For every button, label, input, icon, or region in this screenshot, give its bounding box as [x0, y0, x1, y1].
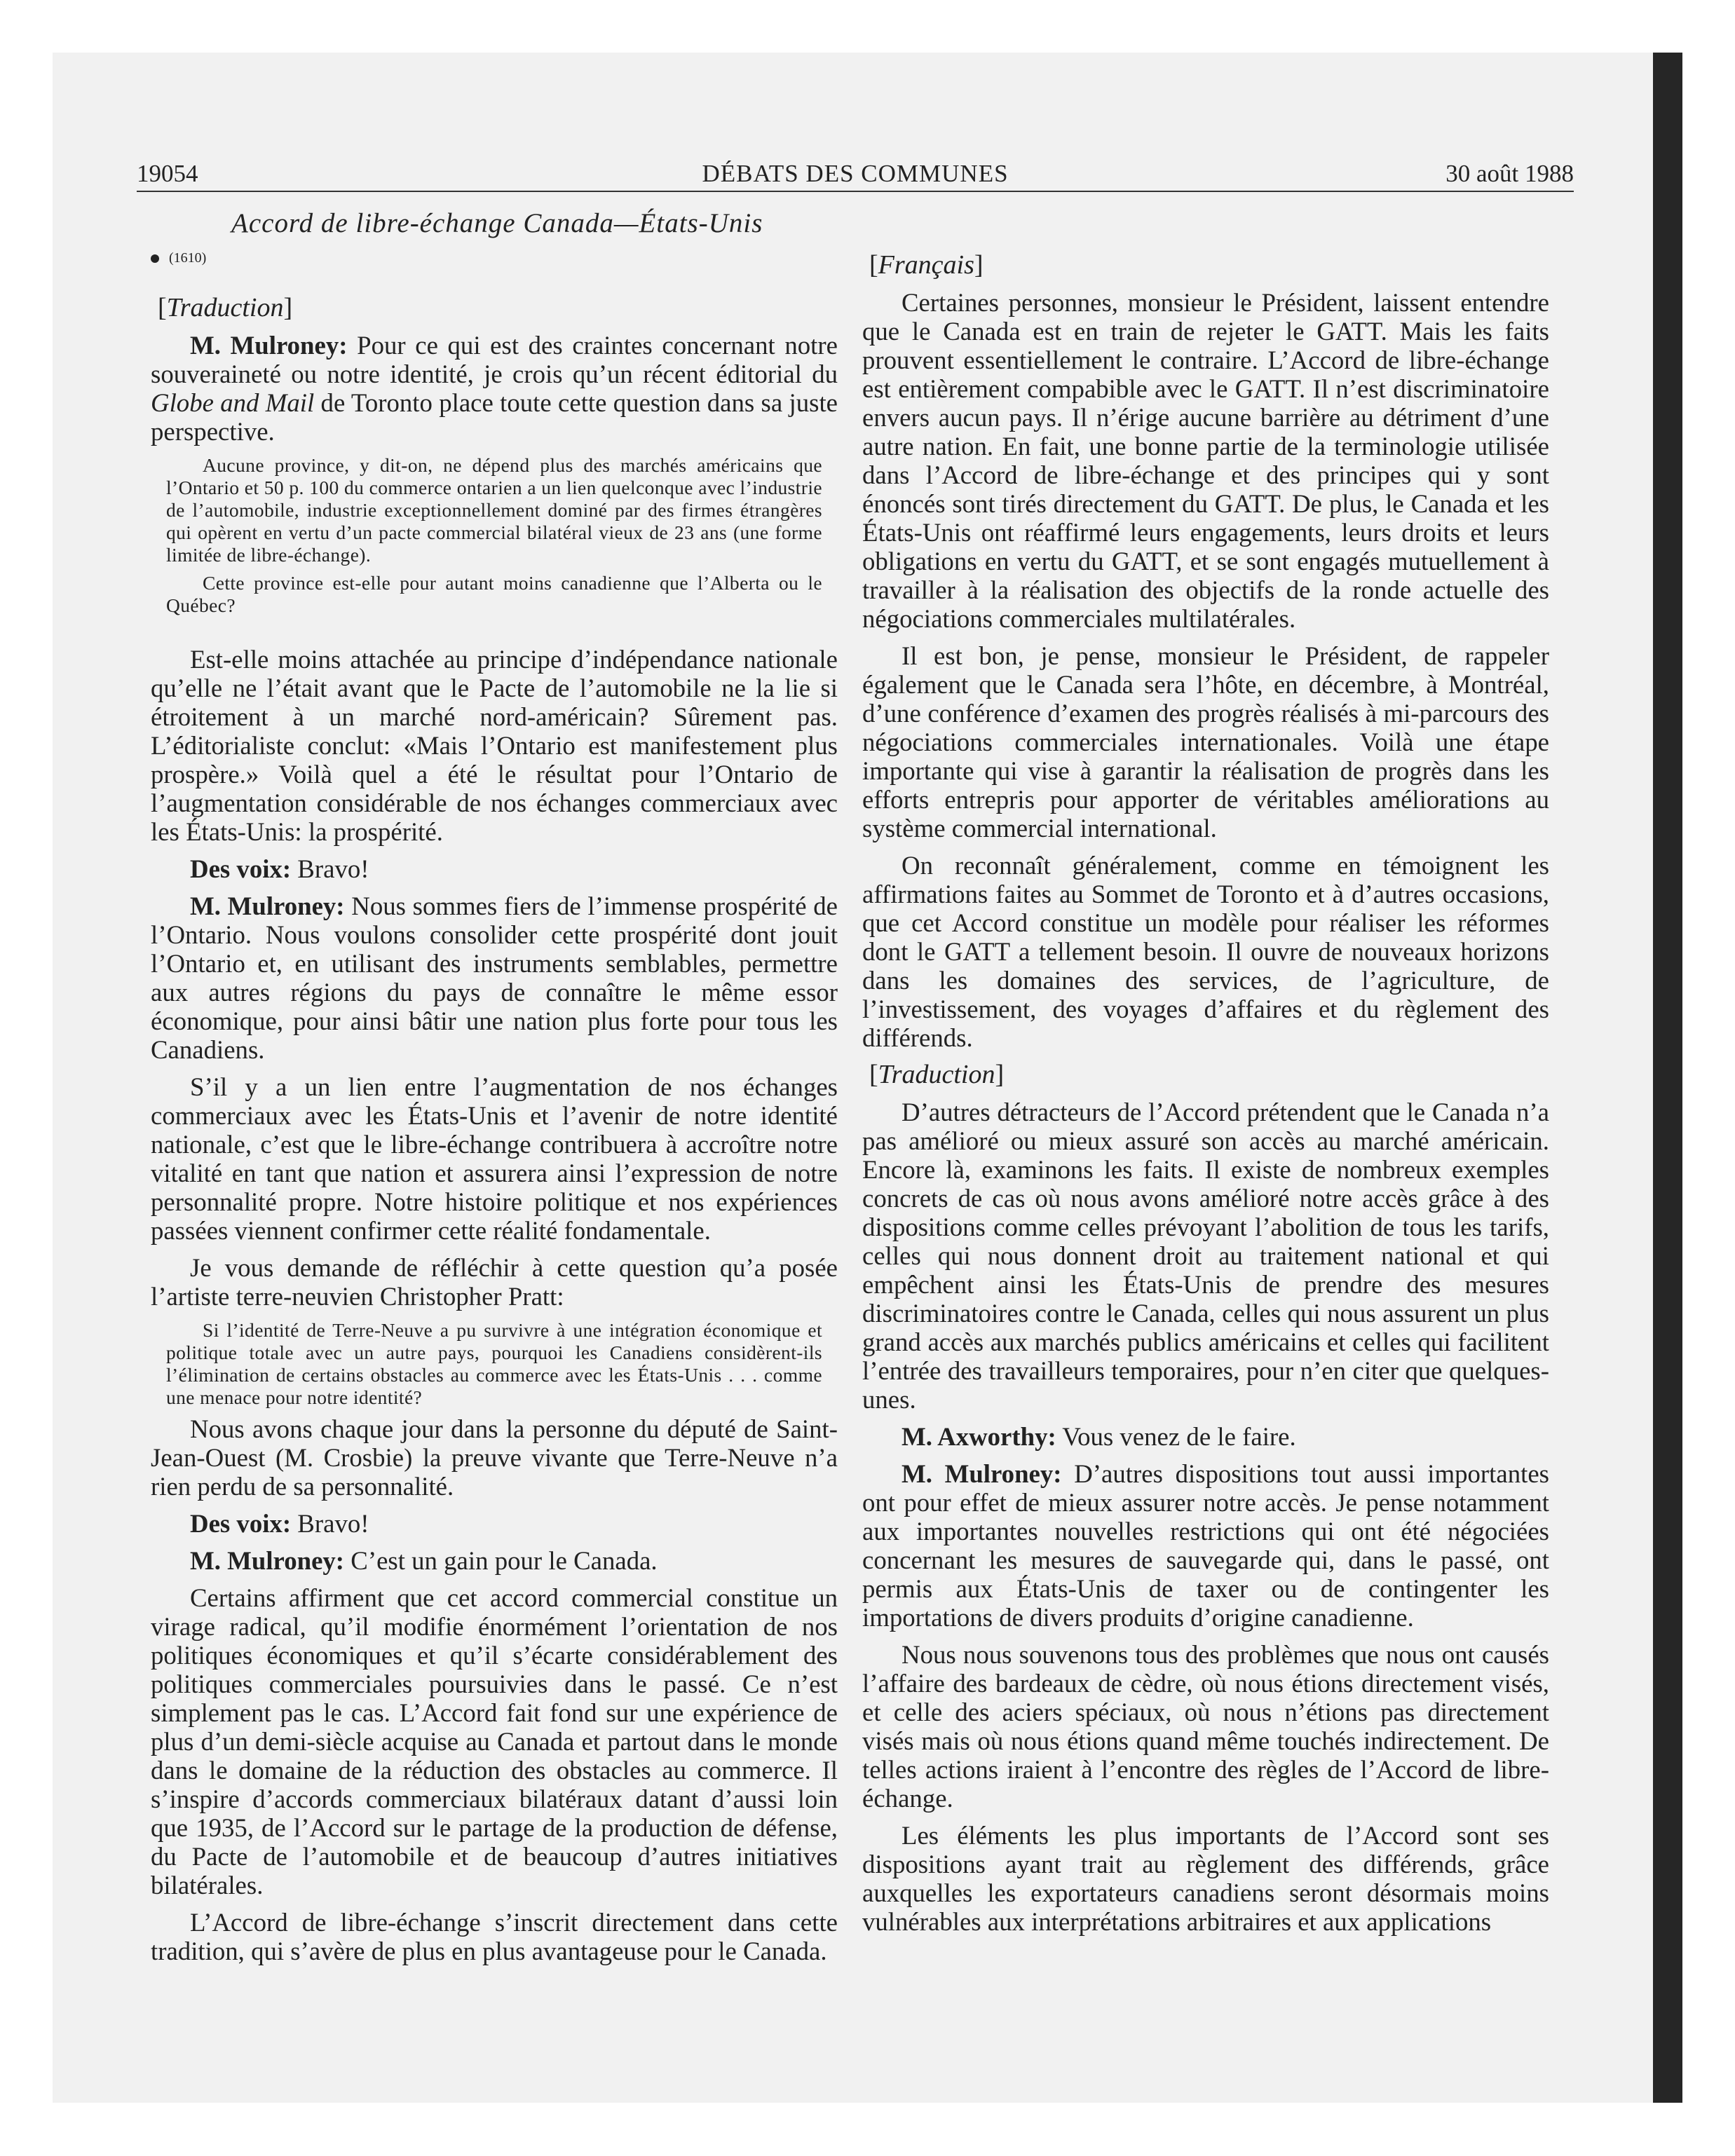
- paragraph: L’Accord de libre-échange s’inscrit directement dans cette tradition, qui s’avère de plus en plus avantageuse pour le Canada.: [151, 1908, 838, 1965]
- paragraph: [862, 1422, 1549, 1451]
- speaker-name: M. Mulroney:: [901, 1459, 1062, 1488]
- paragraph: S’il y a un lien entre l’augmentation de nos échanges commerciaux avec les États-Unis et l’avenir de notre identité nationale, c’est que le libre-échange contribuera à accroître notre vitalité en tant que nation et assurera ainsi l’expression de notre personnalité propre. Notre histoire politique et nos expériences passées viennent confirmer cette réalité fondamentale.: [151, 1072, 838, 1245]
- paragraph: Nous nous souvenons tous des problèmes que nous ont causés l’affaire des bardeaux de cèdre, où nous étions directement visés, et celle des aciers spéciaux, où nous n’étions pas directement visés mais où nous étions quand même touchés indirectement. De telles actions iraient à l’encontre des règles de l’Accord de libre-échange.: [862, 1640, 1549, 1813]
- paragraph: On reconnaît généralement, comme en témoignent les affirmations faites au Sommet de Toronto et à d’autres occasions, que cet Accord constitue un modèle pour réaliser les réformes dont le GATT a tellement besoin. Il ouvre de nouveaux horizons dans les domaines des services, de l’agriculture, de l’investissement, des voyages d’affaires et du règlement des différends.: [862, 851, 1549, 1052]
- language-tag-text: Traduction: [878, 1060, 995, 1089]
- paragraph: Il est bon, je pense, monsieur le Président, de rappeler également que le Canada sera l’hôte, en décembre, à Montréal, d’une conférence d’examen des progrès réalisés à mi-parcours des négociations commerciales internationales. Voilà une étape importante qui vise à garantir la réalisation de progrès dans les efforts entrepris pour apporter de véritables améliorations au système commercial international.: [862, 641, 1549, 842]
- newspaper-name: Globe and Mail: [151, 388, 315, 417]
- running-title: DÉBATS DES COMMUNES: [702, 160, 1009, 187]
- paragraph: D’autres détracteurs de l’Accord prétendent que le Canada n’a pas amélioré ou mieux assuré son accès au marché américain. Encore là, examinons les faits. Il existe de nombreux exemples concrets de cas où nous avons amélioré notre accès grâce à des dispositions comme celles prévoyant l’abolition de tous les tarifs, celles qui nous donnent droit au traitement national et qui empêchent ainsi les États-Unis de prendre des mesures discriminatoires contre le Canada, celles qui nous assurent un plus grand accès aux marchés publics américains et celles qui facilitent l’entrée des travailleurs temporaires, pour n’en citer que quelques-unes.: [862, 1098, 1549, 1414]
- bullet-icon: [151, 254, 159, 263]
- page-number: 19054: [137, 160, 198, 187]
- time-marker: [151, 244, 838, 273]
- page-header: [137, 156, 1574, 192]
- time-marker-text: (1610): [169, 250, 207, 266]
- paragraph-text: D’autres dispositions tout aussi importantes ont pour effet de mieux assurer notre accès. Je pense notamment aux importantes nouvelles restrictions qui ont été négociées concernant les mesures de sauvegarde qui, dans le passé, ont permis aux États-Unis de taxer ou de contingenter les importations de divers produits d’origine canadienne.: [862, 1459, 1549, 1632]
- language-tag: [Traduction]: [158, 293, 293, 322]
- speaker-name: M. Axworthy:: [901, 1422, 1056, 1451]
- language-tag-text: Traduction: [166, 293, 284, 322]
- paragraph-text: Nous sommes fiers de l’immense prospérité de l’Ontario. Nous voulons consolider cette prospérité dont jouit l’Ontario et, en utilisant des instruments semblables, permettre aux autres régions du pays de connaître le même essor économique, pour ainsi bâtir une nation plus forte pour tous les Canadiens.: [151, 892, 838, 1064]
- language-tag: [Traduction]: [869, 1060, 1005, 1089]
- paragraph: Certains affirment que cet accord commercial constitue un virage radical, qu’il modifie énormément l’orientation de nos politiques économiques et qu’il s’écarte considérablement des politiques commerciales poursuivies dans le passé. Ce n’est simplement pas le cas. L’Accord fait fond sur une expérience de plus d’un demi-siècle acquise au Canada et partout dans le monde dans le domaine de la réduction des obstacles au commerce. Il s’inspire d’accords commerciaux bilatéraux datant d’aussi loin que 1935, de l’Accord sur le partage de la production de défense, du Pacte de l’automobile et de beaucoup d’autres initiatives bilatérales.: [151, 1583, 838, 1899]
- paragraph: Certaines personnes, monsieur le Président, laissent entendre que le Canada est en train de rejeter le GATT. Mais les faits prouvent essentiellement le contraire. L’Accord de libre-échange est entièrement compabible avec le GATT. Il n’est discriminatoire envers aucun pays. Il n’érige aucune barrière au détriment d’une autre nation. En fait, une bonne partie de la terminologie utilisée dans l’Accord de libre-échange et des principes qui y sont énoncés sont tirés directement du GATT. De plus, le Canada et les États-Unis ont réaffirmé leurs engagements, leurs droits et leurs obligations en vertu du GATT, et se sont engagés mutuellement à travailler à la réalisation des objectifs de la ronde actuelle des négociations commerciales multilatérales.: [862, 288, 1549, 633]
- speaker-name: Des voix:: [190, 854, 292, 883]
- paragraph: [151, 331, 838, 446]
- speaker-name: M. Mulroney:: [190, 1546, 345, 1575]
- paragraph: Est-elle moins attachée au principe d’indépendance nationale qu’elle ne l’était avant que le Pacte de l’automobile ne la lie si étroitement à un marché nord-américain? Sûrement pas. L’éditorialiste conclut: «Mais l’Ontario est manifestement plus prospère.» Voilà quel a été le résultat pour l’Ontario de l’augmentation considérable de nos échanges commerciaux avec les États-Unis: la prospérité.: [151, 645, 838, 846]
- language-tag: [Français]: [869, 250, 984, 280]
- block-quote: Aucune province, y dit-on, ne dépend plus des marchés américains que l’Ontario et 50 p. 100 du commerce ontarien a un lien quelconque avec l’industrie de l’automobile, industrie exceptionnellement dominé par des firmes étrangères qui opèrent en vertu d’un pacte commercial bilatéral vieux de 23 ans (une forme limitée de libre-échange).: [166, 454, 822, 566]
- speaker-name: M. Mulroney:: [190, 331, 348, 360]
- paragraph-text: Vous venez de le faire.: [1056, 1422, 1296, 1451]
- paragraph-text: C’est un gain pour le Canada.: [344, 1546, 658, 1575]
- language-tag-text: Français: [878, 250, 974, 280]
- paragraph: Les éléments les plus importants de l’Accord sont ses dispositions ayant trait au règlement des différends, grâce auxquelles les exportateurs canadiens seront désormais moins vulnérables aux interprétations arbitraires et aux applications: [862, 1821, 1549, 1936]
- interjection-text: Bravo!: [291, 1509, 369, 1538]
- paragraph: [862, 1459, 1549, 1632]
- paragraph: Nous avons chaque jour dans la personne du député de Saint-Jean-Ouest (M. Crosbie) la preuve vivante que Terre-Neuve n’a rien perdu de sa personnalité.: [151, 1414, 838, 1501]
- interjection: [151, 854, 838, 883]
- paragraph-text: Pour ce qui est des craintes concernant notre souveraineté ou notre identité, je crois qu’un récent éditorial du: [151, 331, 838, 388]
- section-title: Accord de libre-échange Canada—États-Unis: [231, 208, 763, 238]
- speaker-name: M. Mulroney:: [190, 892, 345, 920]
- left-column: [151, 244, 838, 1974]
- paragraph: Je vous demande de réfléchir à cette question qu’a posée l’artiste terre-neuvien Christopher Pratt:: [151, 1253, 838, 1311]
- paragraph-text: de Toronto place toute cette question dans sa juste perspective.: [151, 388, 838, 446]
- paragraph: [151, 1546, 838, 1575]
- block-quote: Cette province est-elle pour autant moins canadienne que l’Alberta ou le Québec?: [166, 572, 822, 616]
- speaker-name: Des voix:: [190, 1509, 292, 1538]
- right-column: [862, 251, 1549, 1944]
- header-date: 30 août 1988: [1445, 160, 1574, 187]
- interjection: [151, 1509, 838, 1538]
- block-quote: Si l’identité de Terre-Neuve a pu survivre à une intégration économique et politique totale avec un autre pays, pourquoi les Canadiens considèrent-ils l’élimination de certains obstacles au commerce avec les États-Unis . . . comme une menace pour notre identité?: [166, 1319, 822, 1408]
- paragraph: [151, 892, 838, 1064]
- interjection-text: Bravo!: [291, 854, 369, 883]
- scan-edge-bar: [1653, 53, 1682, 2103]
